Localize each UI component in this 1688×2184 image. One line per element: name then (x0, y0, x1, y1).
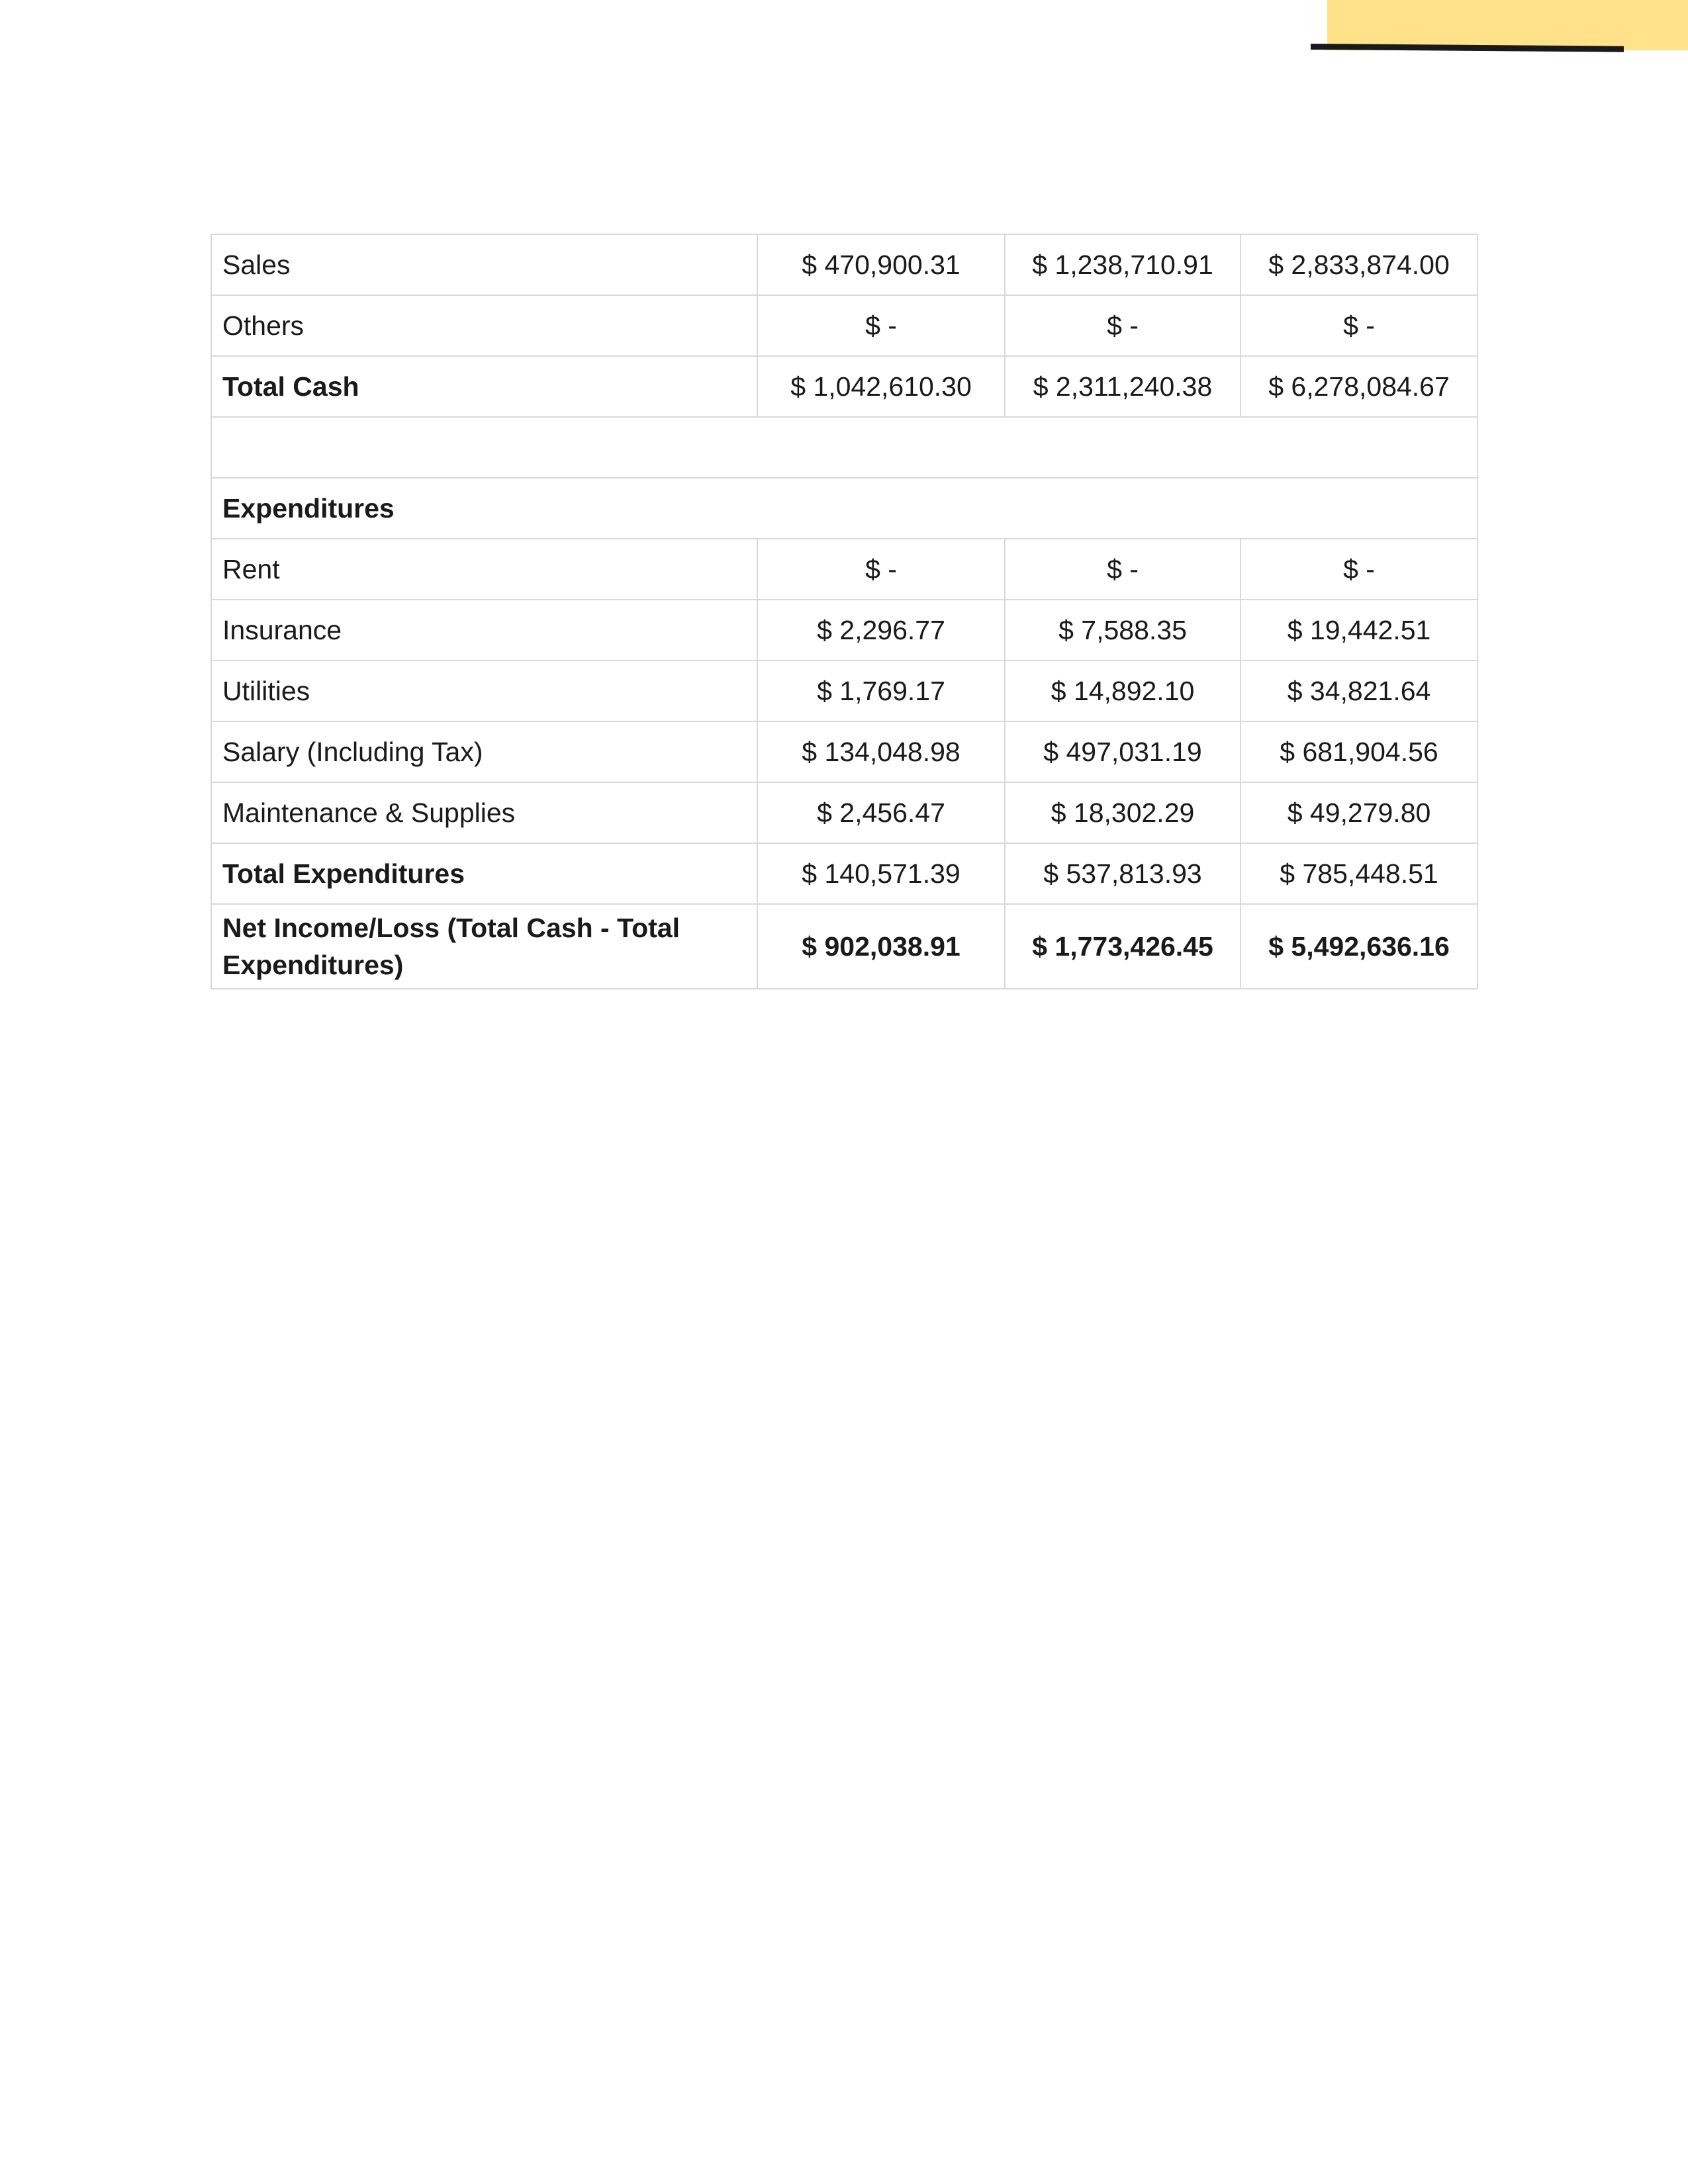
row-value: $ 1,042,610.30 (757, 356, 1005, 417)
row-value: $ 681,904.56 (1241, 721, 1477, 782)
table-row-utilities (211, 660, 1477, 721)
row-label: Insurance (211, 600, 757, 660)
row-value: $ 2,456.47 (757, 782, 1005, 843)
row-value: $ 1,769.17 (757, 660, 1005, 721)
row-value: $ 497,031.19 (1005, 721, 1241, 782)
table-row-net-income (211, 904, 1477, 989)
row-value: $ - (757, 539, 1005, 600)
row-value: $ - (757, 295, 1005, 356)
row-value: $ 470,900.31 (757, 234, 1005, 295)
table-row-total-cash (211, 356, 1477, 417)
row-label: Rent (211, 539, 757, 600)
row-value: $ 19,442.51 (1241, 600, 1477, 660)
row-value: $ 7,588.35 (1005, 600, 1241, 660)
table-row-salary (211, 721, 1477, 782)
row-label: Total Expenditures (211, 843, 757, 904)
table-row-expenditures-heading (211, 478, 1477, 539)
row-value: $ 902,038.91 (757, 904, 1005, 989)
row-label: Others (211, 295, 757, 356)
row-value: $ 2,833,874.00 (1241, 234, 1477, 295)
table-row-total-expenditures (211, 843, 1477, 904)
row-value: $ - (1005, 539, 1241, 600)
row-value: $ 785,448.51 (1241, 843, 1477, 904)
row-value: $ 49,279.80 (1241, 782, 1477, 843)
row-value: $ 6,278,084.67 (1241, 356, 1477, 417)
row-value: $ 34,821.64 (1241, 660, 1477, 721)
row-label: Salary (Including Tax) (211, 721, 757, 782)
corner-accent-tab (1327, 0, 1688, 50)
row-label: Maintenance & Supplies (211, 782, 757, 843)
row-value: $ 2,296.77 (757, 600, 1005, 660)
row-label: Net Income/Loss (Total Cash - Total Expenditures) (211, 904, 757, 989)
table-row-others (211, 295, 1477, 356)
row-value: $ 537,813.93 (1005, 843, 1241, 904)
cash-flow-table (211, 234, 1478, 989)
row-value: $ - (1241, 295, 1477, 356)
row-value: $ 134,048.98 (757, 721, 1005, 782)
table-row-maintenance (211, 782, 1477, 843)
row-value: $ 1,773,426.45 (1005, 904, 1241, 989)
row-label: Sales (211, 234, 757, 295)
row-value: $ - (1005, 295, 1241, 356)
row-value: $ 18,302.29 (1005, 782, 1241, 843)
table-row-sales (211, 234, 1477, 295)
row-value: $ 2,311,240.38 (1005, 356, 1241, 417)
row-label: Total Cash (211, 356, 757, 417)
row-label: Utilities (211, 660, 757, 721)
table-row-spacer (211, 417, 1477, 478)
row-value: $ 14,892.10 (1005, 660, 1241, 721)
row-value: $ - (1241, 539, 1477, 600)
row-value: $ 1,238,710.91 (1005, 234, 1241, 295)
row-value: $ 140,571.39 (757, 843, 1005, 904)
table-row-insurance (211, 600, 1477, 660)
row-value: $ 5,492,636.16 (1241, 904, 1477, 989)
section-heading: Expenditures (211, 478, 1477, 539)
empty-cell (211, 417, 1477, 478)
table-row-rent (211, 539, 1477, 600)
